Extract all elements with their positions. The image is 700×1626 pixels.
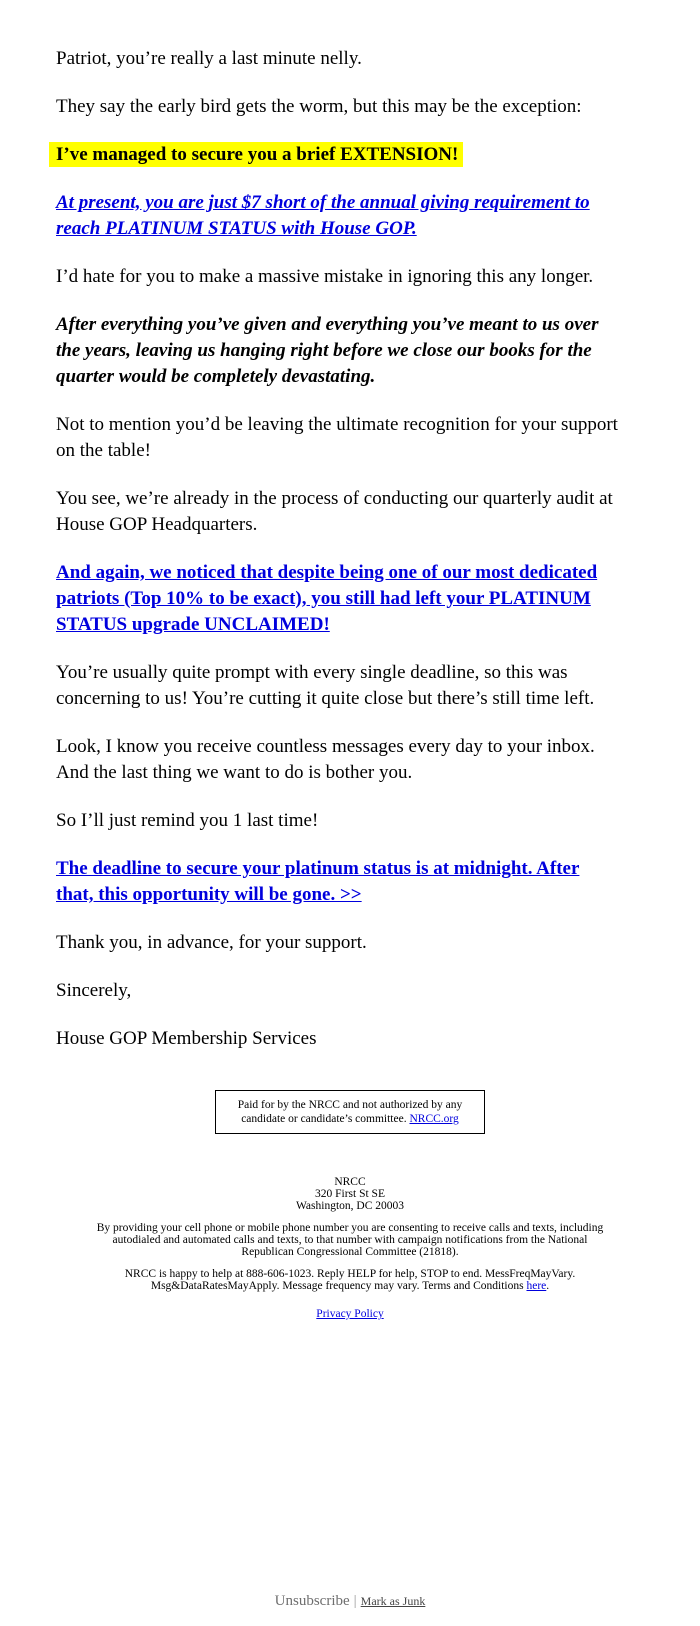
address-line-1: 320 First St SE: [315, 1188, 385, 1200]
body-paragraph-5: Not to mention you’d be leaving the ultimate recognition for your support on the table!: [56, 414, 618, 461]
separator: |: [353, 1593, 357, 1609]
unclaimed-upgrade-link[interactable]: And again, we noticed that despite being one of our most dedicated patriots (Top 10% to be exact), you still had left your PLATINUM STATUS upgrade UNCLAIMED!: [56, 562, 598, 635]
mark-as-junk-link[interactable]: Mark as Junk: [360, 1594, 426, 1608]
extension-highlight-line: [56, 142, 620, 168]
body-paragraph-4: After everything you’ve given and everything you’ve meant to us over the years, leaving us hanging right before we close our books for the quarter would be completely devastating.: [56, 314, 599, 387]
privacy-policy-link[interactable]: Privacy Policy: [316, 1308, 384, 1320]
extension-highlight: I’ve managed to secure you a brief EXTENSION!: [49, 142, 463, 167]
terms-and-conditions-link[interactable]: here: [526, 1280, 547, 1292]
deadline-link[interactable]: The deadline to secure your platinum status is at midnight. After that, this opportunity will be gone. >>: [56, 858, 580, 905]
body-paragraph-3: I’d hate for you to make a massive mistake in ignoring this any longer.: [56, 266, 594, 287]
address-block: [0, 1176, 700, 1212]
disclaimer-text: Paid for by the NRCC and not authorized by any candidate or candidate’s committee.: [237, 1099, 463, 1125]
body-paragraph-9: So I’ll just remind you 1 last time!: [56, 810, 319, 831]
consent-text: By providing your cell phone or mobile phone number you are consenting to receive calls and texts, including autodialed and automated calls and texts, to that number with campaign notifications from the National Republican Congressional Committee (21818).: [96, 1222, 604, 1258]
unsubscribe-row: [0, 1593, 700, 1610]
body-paragraph-2: They say the early bird gets the worm, but this may be the exception:: [56, 96, 582, 117]
body-paragraph-10: Thank you, in advance, for your support.: [56, 932, 367, 953]
help-text: NRCC is happy to help at 888-606-1023. Reply HELP for help, STOP to end. MessFreqMayVary. Msg&DataRatesMayApply. Message frequency may vary. Terms and Conditions: [124, 1268, 576, 1292]
help-text-block: [115, 1268, 585, 1292]
help-suffix: .: [546, 1280, 550, 1292]
privacy-policy-row: [0, 1308, 700, 1320]
body-paragraph-11: Sincerely,: [56, 980, 132, 1001]
deadline-link-paragraph: [56, 856, 620, 908]
body-paragraph-12: House GOP Membership Services: [56, 1028, 317, 1049]
paid-for-disclaimer-box: [215, 1090, 485, 1134]
email-footer: [0, 1176, 700, 1320]
unsubscribe-link[interactable]: Unsubscribe: [274, 1593, 350, 1609]
org-name: NRCC: [334, 1176, 366, 1188]
platinum-short-link-paragraph: [56, 190, 620, 242]
body-paragraph-7: You’re usually quite prompt with every single deadline, so this was concerning to us! You’re cutting it quite close but there’s still time left.: [56, 662, 595, 709]
address-line-2: Washington, DC 20003: [295, 1200, 404, 1212]
platinum-short-link[interactable]: At present, you are just $7 short of the annual giving requirement to reach PLATINUM STATUS with House GOP.: [56, 192, 590, 239]
unclaimed-link-paragraph: [56, 560, 620, 638]
nrcc-org-link[interactable]: NRCC.org: [409, 1113, 459, 1125]
body-paragraph-8: Look, I know you receive countless messages every day to your inbox. And the last thing we want to do is bother you.: [56, 736, 595, 783]
body-paragraph-1: Patriot, you’re really a last minute nelly.: [56, 48, 362, 69]
body-paragraph-6: You see, we’re already in the process of conducting our quarterly audit at House GOP Headquarters.: [56, 488, 613, 535]
